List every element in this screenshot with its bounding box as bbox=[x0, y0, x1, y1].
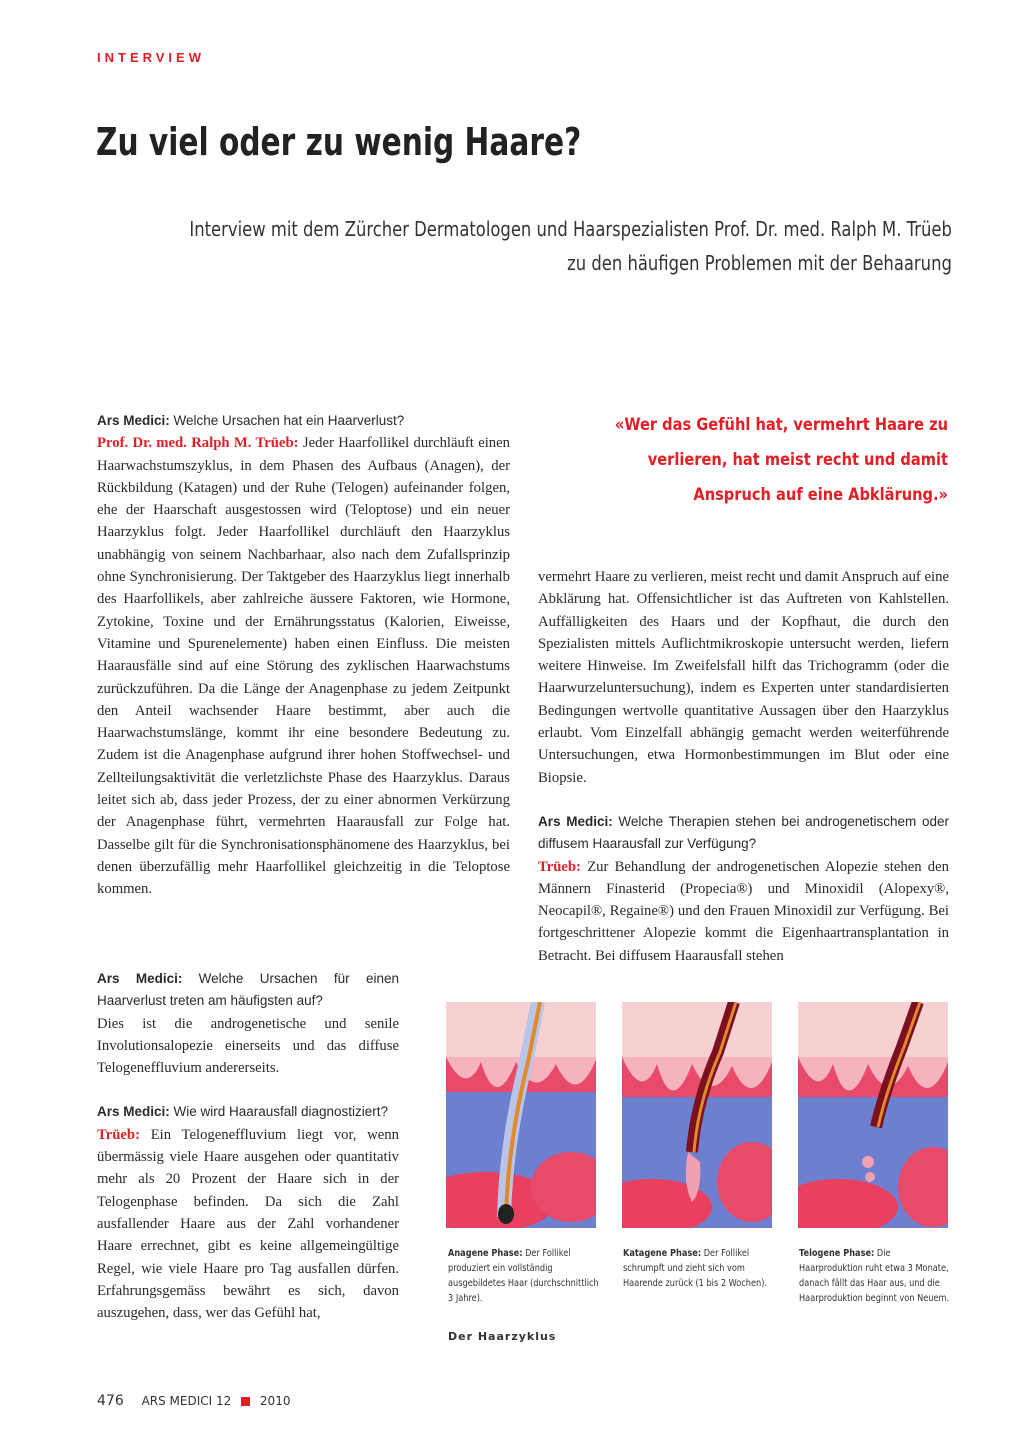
question-text: Welche Ursachen hat ein Haarverlust? bbox=[173, 413, 405, 428]
speaker: Ars Medici: bbox=[97, 1104, 170, 1120]
speaker: Ars Medici: bbox=[97, 971, 183, 986]
speaker: Ars Medici: bbox=[97, 413, 170, 428]
right-paragraph: vermehrt Haare zu verlieren, meist recht und damit Anspruch auf eine Abklärung hat. Offensichtlicher ist das Auftreten von Kahlstellen. Auffälligkeiten des Haars und der Kopfhaut, die durch den Spezialisten mittels Auflichtmikroskopie untersucht werden, liefern weitere Hinweise. Im Zweifelsfall hilft das Trichogramm (oder die Haarwurzeluntersuchung), indem es Experten unter standardisierten Bedingungen wertvolle quantitative Aussagen über den Haarzyklus erlaubt. Vom Einzelfall abhängig gemacht werden weiterführende Untersuchungen, etwa Hormonbestimmungen im Blut oder eine Biopsie. bbox=[538, 569, 949, 786]
speaker: Ars Medici: bbox=[538, 813, 613, 829]
left-column bbox=[97, 410, 510, 923]
question-1 bbox=[97, 410, 510, 901]
caption-text: Der Follikel schrumpft und zieht sich vom Haarende zurück (1 bis 2 Wochen). bbox=[623, 1248, 768, 1289]
subtitle bbox=[190, 212, 952, 280]
answer-text: Jeder Haarfollikel durchläuft einen Haarwachstumszyklus, in dem Phasen des Aufbaus (Anagen), der Rückbildung (Katagen) und der Ruhe (Telogen) aufeinander folgen, ehe der Haarschaft ausgestossen wird (Teloptose) und ein neuer Haarzyklus folgt. Jeder Haarfollikel durchläuft den Haarzyklus unabhängig von seinem Nachbarhaar, also nach dem Zufallsprinzip ohne Synchronisierung. Der Taktgeber des Haarzyklus liegt innerhalb des Haarfollikels, aber zahlreiche äussere Faktoren, wie Hormone, Zytokine, Toxine und der Ernährungsstatus (Kalorien, Eiweisse, Vitamine und Spurenelemente) haben einen Einfluss. Die meisten Haarausfälle sind auf eine Störung des zyklischen Haarwachstums zurückzuführen. Da die Länge der Anagenphase zu jedem Zeitpunkt den Anteil wachsender Haare bestimmt, aber auch die Haarwachstumslänge, kommt ihr eine besondere Bedeutung zu. Zudem ist die Anagenphase aufgrund ihrer hohen Stoffwechsel- und Zellteilungsaktivität die verletzlichste Phase des Haarzyklus. Daraus leitet sich ab, dass jeder Prozess, der zu einer abnormen Verkürzung der Anagenphase führt, vermehrten Haarausfall zur Folge hat. Dasselbe gilt für die Synchronisationsphänomene des Haarzyklus, bei denen überzufällig mehr Haarfollikel gleichzeitig in die Teloptose kommen. bbox=[97, 435, 510, 898]
caption-text: Die Haarproduktion ruht etwa 3 Monate, danach fällt das Haar aus, und die Haarproduktion beginnt von Neuem. bbox=[799, 1248, 950, 1304]
answer-text: Ein Telogeneffluvium liegt vor, wenn übermässig viele Haare ausgehen oder quantitativ mehr als 20 Prozent der Haare sich in der Telogenphase befinden. Da sich die Zahl ausfallender Haare aus der Zahl vorhandener Haare errechnet, gibt es keine allgemeingültige Regel, wie viele Haare pro Tag ausfallen dürfen. Erfahrungsgemäss bewährt es sich, davon auszugehen, dass, wer das Gefühl hat, bbox=[97, 1126, 399, 1322]
speaker-red: Trüeb: bbox=[97, 1126, 140, 1143]
pull-quote: «Wer das Gefühl hat, vermehrt Haare zu verlieren, hat meist recht und damit Anspruch auf eine Abklärung.» bbox=[614, 415, 948, 505]
red-square-icon bbox=[241, 1397, 250, 1406]
figure-title: Der Haarzyklus bbox=[448, 1330, 557, 1343]
katagen-illustration bbox=[622, 1002, 772, 1228]
page-footer bbox=[97, 1393, 290, 1409]
question-text: Welche Therapien stehen bei androgenetischem oder diffusem Haarausfall zur Verfügung? bbox=[538, 813, 949, 852]
question-4 bbox=[538, 811, 949, 967]
answer-text: Dies ist die androgenetische und senile Involutionsalopezie einerseits und das diffuse Telogeneffluvium andererseits. bbox=[97, 1015, 399, 1077]
question-2 bbox=[97, 968, 399, 1079]
section-label: INTERVIEW bbox=[97, 50, 205, 65]
journal-name: ARS MEDICI 12 bbox=[141, 1394, 232, 1408]
caption-term: Anagene Phase: bbox=[448, 1248, 523, 1259]
answer-text: Zur Behandlung der androgenetischen Alopezie stehen den Männern Finasterid (Propecia®) und Minoxidil (Alopexy®, Neocapil®, Regaine®) und den Frauen Minoxidil zur Verfügung. Bei fortgeschrittener Alopezie kommt die Eigenhaartransplantation in Betracht. Bei diffusem Haarausfall stehen bbox=[538, 858, 950, 964]
subtitle-line-2: zu den häufigen Problemen mit der Behaarung bbox=[567, 251, 952, 275]
subtitle-line-1: Interview mit dem Zürcher Dermatologen und Haarspezialisten Prof. Dr. med. Ralph M. Trüeb bbox=[189, 217, 952, 241]
page-number: 476 bbox=[97, 1393, 124, 1409]
left-column-lower bbox=[97, 968, 399, 1346]
anagen-illustration bbox=[446, 1002, 596, 1228]
speaker-red: Trüeb: bbox=[538, 858, 581, 875]
question-3 bbox=[97, 1101, 399, 1324]
question-text: Wie wird Haarausfall diagnostiziert? bbox=[173, 1104, 389, 1120]
caption-katagen bbox=[623, 1246, 775, 1291]
year: 2010 bbox=[259, 1394, 291, 1408]
caption-text: Der Follikel produziert ein vollständig ausgebildetes Haar (durchschnittlich 3 Jahre). bbox=[448, 1248, 599, 1304]
page-title: Zu viel oder zu wenig Haare? bbox=[96, 120, 582, 164]
telogen-illustration bbox=[798, 1002, 948, 1228]
question-text: Welche Ursachen für einen Haarverlust treten am häufigsten auf? bbox=[97, 971, 399, 1009]
caption-term: Katagene Phase: bbox=[623, 1248, 702, 1259]
caption-anagen bbox=[448, 1246, 600, 1306]
speaker-red: Prof. Dr. med. Ralph M. Trüeb: bbox=[97, 435, 299, 452]
caption-telogen bbox=[799, 1246, 951, 1306]
caption-term: Telogene Phase: bbox=[799, 1248, 875, 1259]
right-column bbox=[538, 566, 949, 989]
